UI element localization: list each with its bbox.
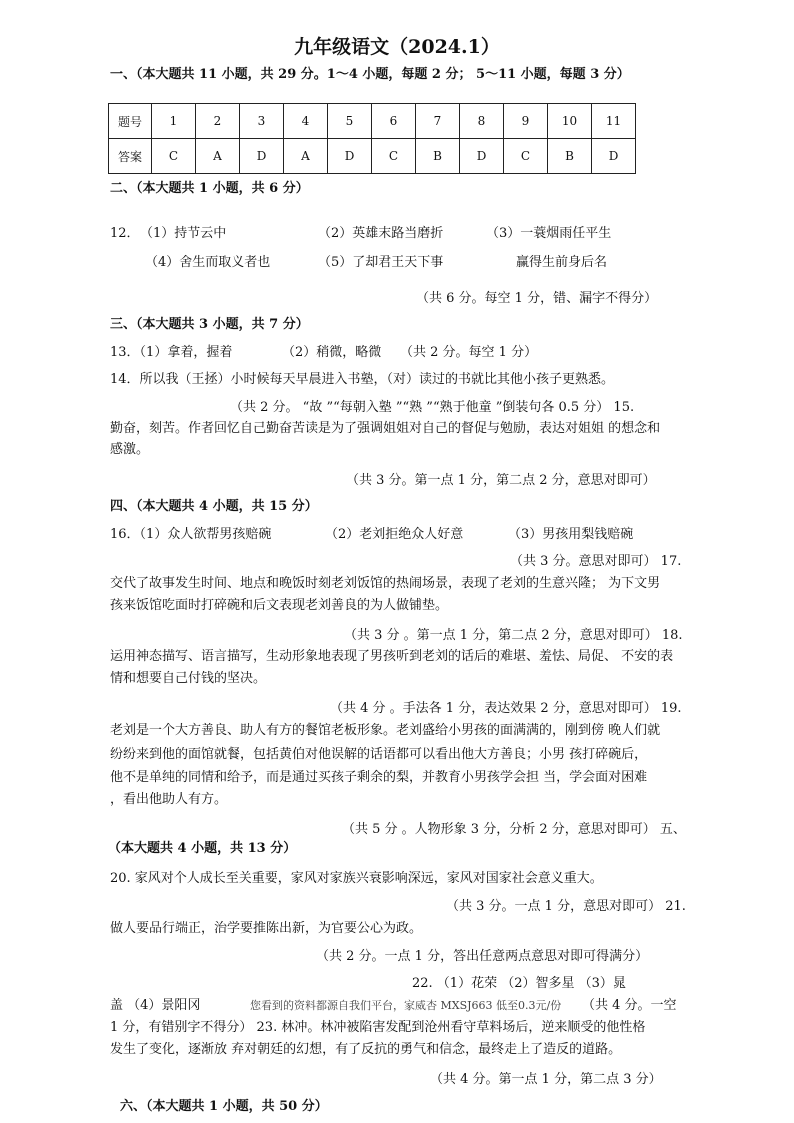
q22-answer-line: 盖 （4）景阳冈 xyxy=(110,998,201,1013)
page-title: 九年级语文（2024.1） xyxy=(294,36,500,58)
q12-answer-4: （4）舍生而取义者也 xyxy=(145,255,271,270)
table-cell: 8 xyxy=(460,104,504,139)
q21-answer: 做人要品行端正，治学要推陈出新，为官要公心为政。 xyxy=(110,921,423,936)
q12-answer-5: （5）了却君王天下事 xyxy=(318,255,444,270)
q12-answer-6: 赢得生前身后名 xyxy=(516,255,608,270)
q18-answer-line: 情和想要自己付钱的坚决。 xyxy=(110,671,267,686)
q20-scoring-note: （共 3 分。一点 1 分，意思对即可） 21. xyxy=(446,899,686,914)
q18-scoring-note: （共 4 分 。手法各 1 分，表达效果 2 分，意思对即可） 19. xyxy=(330,701,682,716)
table-cell: A xyxy=(284,139,328,174)
q17-scoring-note: （共 3 分 。第一点 1 分，第二点 2 分，意思对即可） 18. xyxy=(344,628,683,643)
q16-scoring-note: （共 3 分。意思对即可） 17. xyxy=(510,554,682,569)
answer-table xyxy=(108,103,636,174)
table-row-answers xyxy=(109,139,636,174)
q18-answer-line: 运用神态描写、语言描写，生动形象地表现了男孩听到老刘的话后的难堪、羞怯、局促、 不安的表 xyxy=(110,649,674,664)
section-1-heading: 一、（本大题共 11 小题，共 29 分。1～4 小题，每题 2 分； 5～11 小题，每题 3 分） xyxy=(110,67,630,82)
q19-answer-line: 纷纷来到他的面馆就餐，包括黄伯对他误解的话语都可以看出他大方善良；小男 孩打碎碗后， xyxy=(110,747,648,762)
table-cell: B xyxy=(416,139,460,174)
q14-scoring-note: （共 2 分。 “故 ”“每朝入塾 ”“熟 ”“熟于他童 ”倒装句各 0.5 分） 15. xyxy=(230,400,635,415)
table-cell: A xyxy=(196,139,240,174)
table-cell: B xyxy=(548,139,592,174)
section-6-heading: 六、（本大题共 1 小题，共 50 分） xyxy=(120,1099,328,1114)
table-cell: D xyxy=(240,139,284,174)
q21-scoring-note: （共 2 分。一点 1 分，答出任意两点意思对即可得满分） xyxy=(316,949,649,964)
table-header-cell: 答案 xyxy=(109,139,152,174)
table-cell: 3 xyxy=(240,104,284,139)
q22-answer-line: 22. （1）花荣 （2）智多星 （3）晁 xyxy=(412,976,626,991)
q12-answer-2: （2）英雄末路当磨折 xyxy=(318,226,444,241)
section-2-heading: 二、（本大题共 1 小题，共 6 分） xyxy=(110,181,309,196)
table-cell: 7 xyxy=(416,104,460,139)
table-cell: C xyxy=(372,139,416,174)
table-cell: 5 xyxy=(328,104,372,139)
q12-answer-3: （3）一蓑烟雨任平生 xyxy=(486,226,612,241)
q19-scoring-note: （共 5 分 。人物形象 3 分，分析 2 分，意思对即可） 五、 xyxy=(342,822,686,837)
watermark-text: 您看到的资料都源自我们平台，家威杏 MXSJ663 低至0.3元/份 xyxy=(250,999,562,1012)
table-cell: D xyxy=(460,139,504,174)
q20-answer: 20. 家风对个人成长至关重要，家风对家族兴衰影响深远，家风对国家社会意义重大。 xyxy=(110,871,603,886)
q13-answer-2: （2）稍微，略微 xyxy=(282,345,382,360)
table-header-cell: 题号 xyxy=(109,104,152,139)
q12-scoring-note: （共 6 分。每空 1 分，错、漏字不得分） xyxy=(416,291,658,306)
section-3-heading: 三、（本大题共 3 小题，共 7 分） xyxy=(110,317,309,332)
section-4-heading: 四、（本大题共 4 小题，共 15 分） xyxy=(110,499,318,514)
q13-answer-1: 13．（1）拿着，握着 xyxy=(110,345,233,360)
q23-scoring-note: （共 4 分。第一点 1 分，第二点 3 分） xyxy=(430,1072,662,1087)
table-cell: 9 xyxy=(504,104,548,139)
table-cell: D xyxy=(592,139,636,174)
q17-answer-line: 交代了故事发生时间、地点和晚饭时刻老刘饭馆的热闹场景，表现了老刘的生意兴隆； 为下文男 xyxy=(110,576,661,591)
q15-answer-line: 勤奋，刻苦。作者回忆自己勤奋苦读是为了强调姐姐对自己的督促与勉励，表达对姐姐 的想念和 xyxy=(110,421,661,436)
q16-answer-1: 16．（1）众人欲帮男孩赔碗 xyxy=(110,527,272,542)
q17-answer-line: 孩来饭馆吃面时打碎碗和后文表现老刘善良的为人做铺垫。 xyxy=(110,598,449,613)
table-cell: 2 xyxy=(196,104,240,139)
q19-answer-line: 他不是单纯的同情和给予，而是通过买孩子剩余的梨，并教育小男孩学会担 当，学会面对困难 xyxy=(110,770,648,785)
q12-number: 12． xyxy=(110,226,140,241)
table-cell: C xyxy=(152,139,196,174)
table-cell: 11 xyxy=(592,104,636,139)
q16-answer-2: （2）老刘拒绝众人好意 xyxy=(325,527,464,542)
q19-answer-line: 老刘是一个大方善良、助人有方的餐馆老板形象。老刘盛给小男孩的面满满的，刚到傍 晚人们就 xyxy=(110,723,661,738)
q15-scoring-note: （共 3 分。第一点 1 分，第二点 2 分，意思对即可） xyxy=(346,473,656,488)
table-cell: 10 xyxy=(548,104,592,139)
table-cell: D xyxy=(328,139,372,174)
q13-scoring-note: （共 2 分。每空 1 分） xyxy=(400,345,538,360)
table-cell: 1 xyxy=(152,104,196,139)
q22-scoring-note: （共 4 分。一空 xyxy=(582,998,677,1013)
q23-answer-line: 发生了变化，逐渐放 弃对朝廷的幻想，有了反抗的勇气和信念，最终走上了造反的道路。 xyxy=(110,1042,622,1057)
table-cell: C xyxy=(504,139,548,174)
q14-answer: 14．所以我（王拯）小时候每天早晨进入书塾，（对）读过的书就比其他小孩子更熟悉。 xyxy=(110,372,615,387)
table-row-numbers xyxy=(109,104,636,139)
table-cell: 6 xyxy=(372,104,416,139)
q23-answer-line: 1 分，有错别字不得分） 23. 林冲。林冲被陷害发配到沧州看守草料场后，逆来顺受的他性格 xyxy=(110,1020,646,1035)
section-5-heading: （本大题共 4 小题，共 13 分） xyxy=(108,841,297,856)
q15-answer-line: 感激。 xyxy=(110,442,150,457)
q19-answer-line: ，看出他助人有方。 xyxy=(110,792,228,807)
q12-answer-1: （1）持节云中 xyxy=(140,226,227,241)
table-cell: 4 xyxy=(284,104,328,139)
q16-answer-3: （3）男孩用梨钱赔碗 xyxy=(508,527,634,542)
